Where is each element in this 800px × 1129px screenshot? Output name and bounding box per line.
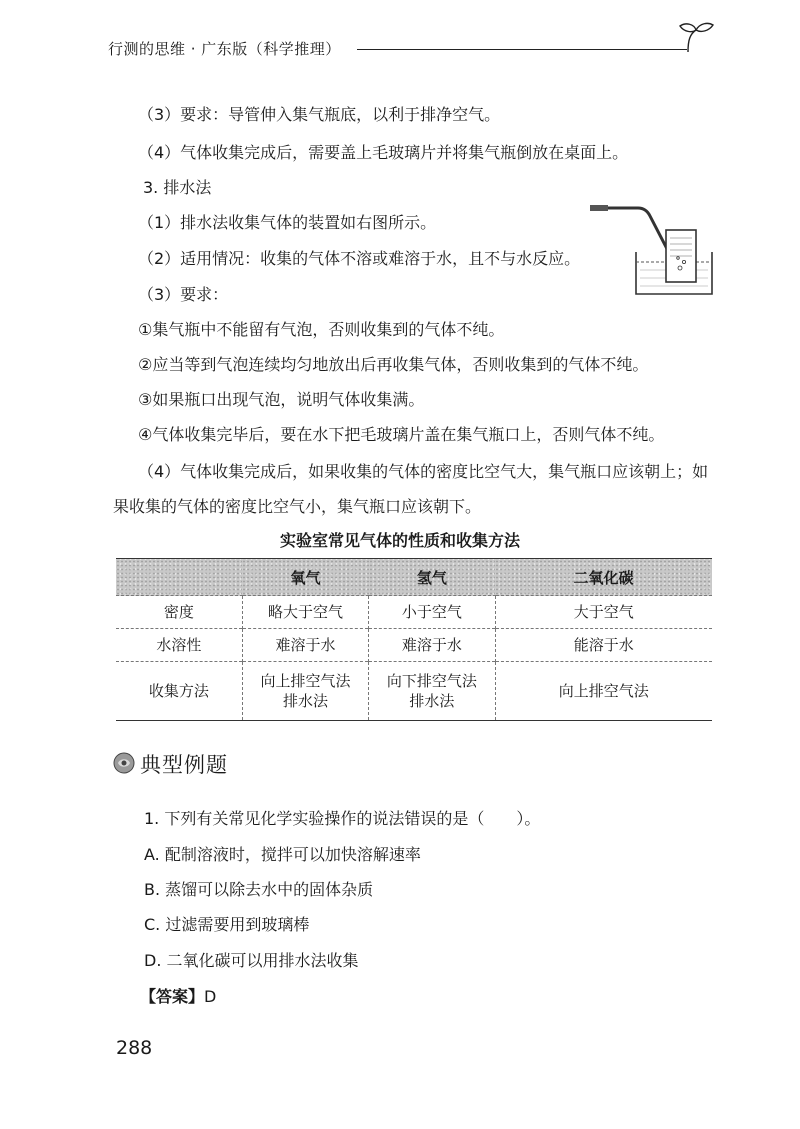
question-stem: 1. 下列有关常见化学实验操作的说法错误的是（ ）。 [144, 809, 541, 828]
answer-label: 【答案】 [140, 987, 205, 1006]
table-title: 实验室常见气体的性质和收集方法 [279, 531, 520, 550]
header-rule [357, 49, 687, 50]
table-cell: 略大于空气 [242, 596, 368, 629]
table-row [116, 629, 712, 662]
table-cell: 小于空气 [369, 596, 495, 629]
section-badge-icon [113, 752, 135, 774]
row-label: 密度 [116, 596, 242, 629]
page-number: 288 [116, 1037, 153, 1059]
table-header-cell: 二氧化碳 [495, 559, 712, 596]
table-header-cell: 氧气 [242, 559, 368, 596]
table-row [116, 596, 712, 629]
gas-properties-table [116, 558, 712, 721]
answer [140, 987, 216, 1007]
subheading: 3. 排水法 [143, 178, 212, 197]
section-title: 典型例题 [140, 753, 228, 777]
text-line: （4）气体收集完成后，需要盖上毛玻璃片并将集气瓶倒放在桌面上。 [138, 143, 629, 162]
row-label: 收集方法 [116, 662, 242, 721]
text-line: ②应当等到气泡连续均匀地放出后再收集气体，否则收集到的气体不纯。 [138, 355, 649, 374]
question-option: A. 配制溶液时，搅拌可以加快溶解速率 [144, 845, 421, 864]
tube-stopper [590, 205, 608, 211]
text-line: ③如果瓶口出现气泡，说明气体收集满。 [138, 390, 425, 409]
text-line: （1）排水法收集气体的装置如右图所示。 [138, 213, 437, 232]
sprout-icon [676, 20, 716, 54]
table-cell: 大于空气 [495, 596, 712, 629]
water-displacement-apparatus-diagram [588, 200, 716, 300]
answer-value: D [204, 987, 217, 1006]
text-line: 果收集的气体的密度比空气小，集气瓶口应该朝下。 [113, 497, 482, 516]
question-option: B. 蒸馏可以除去水中的固体杂质 [144, 880, 374, 899]
running-header: 行测的思维 · 广东版（科学推理） [108, 40, 341, 58]
question-option: C. 过滤需要用到玻璃棒 [144, 915, 310, 934]
text-line: ①集气瓶中不能留有气泡，否则收集到的气体不纯。 [138, 320, 505, 339]
text-line: （3）要求： [138, 285, 229, 304]
table-cell: 能溶于水 [495, 629, 712, 662]
table-row [116, 662, 712, 721]
row-label: 水溶性 [116, 629, 242, 662]
table-header-row [116, 559, 712, 596]
table-header-cell: 氢气 [369, 559, 495, 596]
text-line: （4）气体收集完成后，如果收集的气体的密度比空气大，集气瓶口应该朝上；如 [138, 462, 709, 481]
question-option: D. 二氧化碳可以用排水法收集 [144, 951, 359, 970]
table-cell: 难溶于水 [369, 629, 495, 662]
text-line: （3）要求：导管伸入集气瓶底，以利于排净空气。 [138, 105, 501, 124]
table-cell: 向上排空气法 排水法 [242, 662, 368, 721]
text-line: （2）适用情况：收集的气体不溶或难溶于水，且不与水反应。 [138, 249, 581, 268]
table-cell: 难溶于水 [242, 629, 368, 662]
table-header-cell [116, 559, 242, 596]
table-cell: 向上排空气法 [495, 662, 712, 721]
table-cell: 向下排空气法 排水法 [369, 662, 495, 721]
text-line: ④气体收集完毕后，要在水下把毛玻璃片盖在集气瓶口上，否则气体不纯。 [138, 425, 665, 444]
